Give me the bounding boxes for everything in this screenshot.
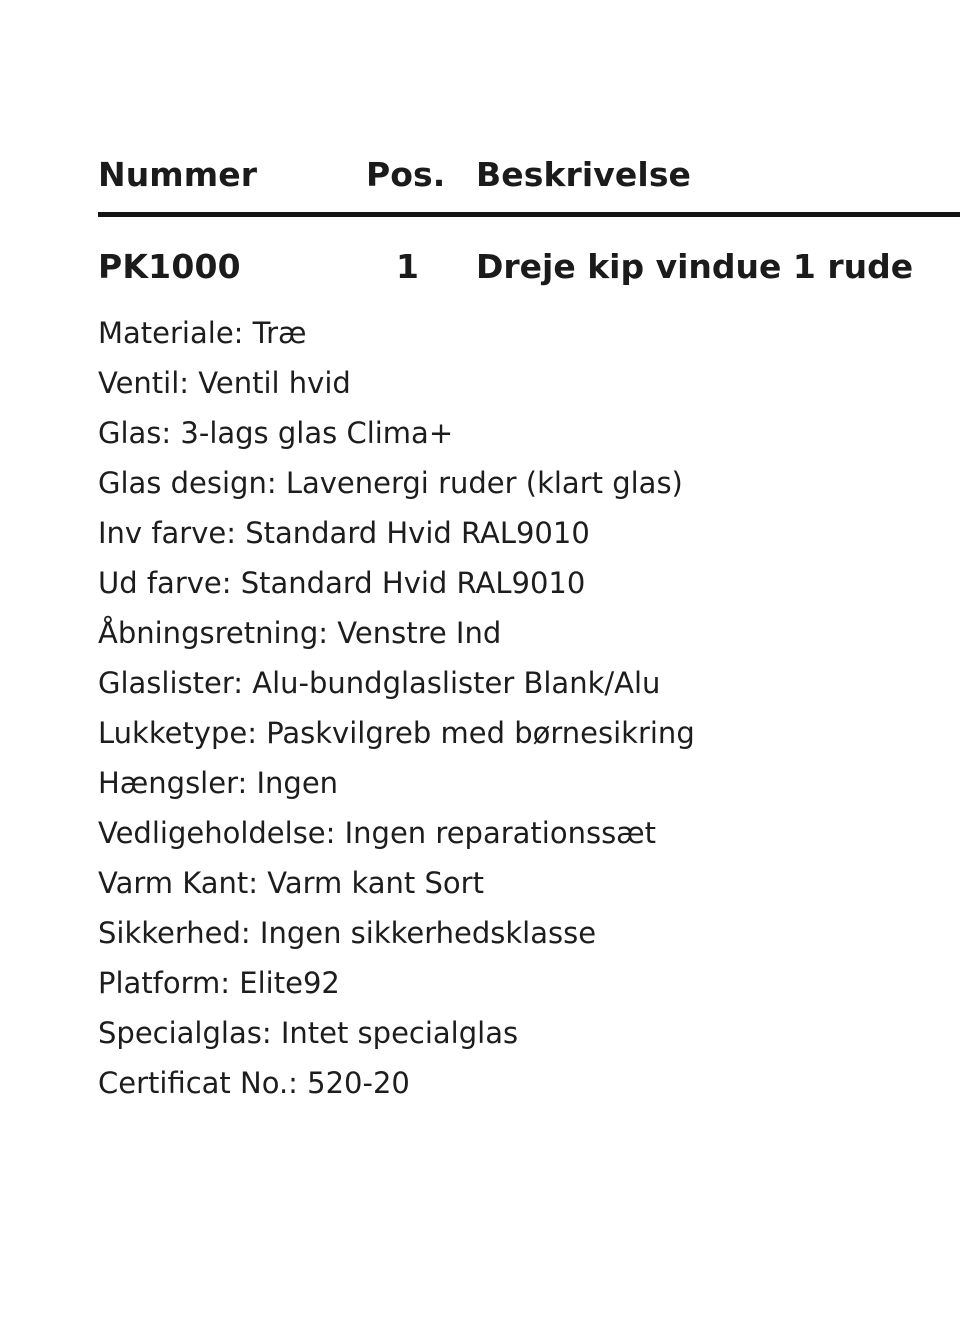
list-item: Platform: Elite92 [98, 966, 340, 1000]
spec-list [98, 308, 960, 1108]
list-item: Vedligeholdelse: Ingen reparationssæt [98, 816, 657, 850]
list-item: Åbningsretning: Venstre Ind [98, 616, 502, 650]
list-item: Certificat No.: 520-20 [98, 1066, 410, 1100]
list-item: Lukketype: Paskvilgreb med børnesikring [98, 716, 695, 750]
list-item: Specialglas: Intet specialglas [98, 1016, 519, 1050]
list-item: Hængsler: Ingen [98, 766, 339, 800]
list-item: Ventil: Ventil hvid [98, 366, 351, 400]
list-item: Sikkerhed: Ingen sikkerhedsklasse [98, 916, 597, 950]
table-row [98, 247, 960, 286]
list-item: Ud farve: Standard Hvid RAL9010 [98, 566, 586, 600]
header-divider [98, 212, 960, 217]
list-item: Glas: 3-lags glas Clima+ [98, 416, 454, 450]
list-item: Materiale: Træ [98, 316, 307, 350]
column-header-description: Beskrivelse [476, 155, 692, 194]
list-item: Inv farve: Standard Hvid RAL9010 [98, 516, 590, 550]
item-description: Dreje kip vindue 1 rude [476, 247, 914, 286]
list-item: Varm Kant: Varm kant Sort [98, 866, 484, 900]
column-header-number: Nummer [98, 155, 258, 194]
list-item: Glas design: Lavenergi ruder (klart glas) [98, 466, 683, 500]
table-header-row [98, 155, 960, 194]
list-item: Glaslister: Alu-bundglaslister Blank/Alu [98, 666, 661, 700]
item-pos: 1 [396, 247, 419, 286]
column-header-pos: Pos. [366, 155, 446, 194]
item-number: PK1000 [98, 247, 241, 286]
